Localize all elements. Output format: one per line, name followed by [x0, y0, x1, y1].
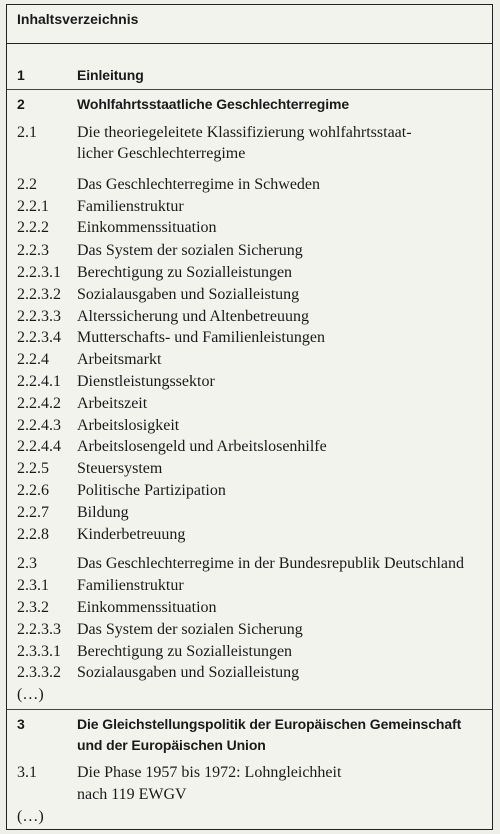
toc-entry-number: 2.2.6 — [17, 482, 49, 499]
toc-entry-number: (…) — [17, 808, 44, 825]
sep-before-ch3 — [7, 709, 492, 710]
toc-entry-title: Steuersystem — [77, 460, 163, 477]
toc-entry-title: Sozialausgaben und Sozialleistung — [77, 286, 300, 303]
toc-entry-number: 2.2.7 — [17, 504, 49, 521]
toc-entry-number: 2.3.3.2 — [17, 664, 61, 681]
toc-entry-number: 2.2.3.1 — [17, 264, 61, 281]
toc-entry-number: (…) — [17, 686, 44, 703]
toc-entry-title: Sozialausgaben und Sozialleistung — [77, 664, 300, 681]
toc-entry-number: 2.2.8 — [17, 526, 49, 543]
toc-entry-number: 2.2.4.2 — [17, 395, 61, 412]
toc-entry-title: Einkommenssituation — [77, 219, 217, 236]
toc-entry-title: licher Geschlechterregime — [77, 145, 246, 162]
toc-entry-title: Arbeitslosengeld und Arbeitslosenhilfe — [77, 438, 327, 455]
toc-entry-title: Die theoriegeleitete Klassifizierung wohlfahrtsstaat- — [77, 124, 412, 141]
toc-entry-title: Das Geschlechterregime in Schweden — [77, 176, 321, 193]
toc-entry-title: Familienstruktur — [77, 577, 184, 594]
toc-entry-title: Das System der sozialen Sicherung — [77, 621, 303, 638]
toc-entry-title: Berechtigung zu Sozialleistungen — [77, 264, 293, 281]
toc-entry-number: 2.3.1 — [17, 577, 49, 594]
toc-entry-title: Arbeitszeit — [77, 395, 148, 412]
toc-entry-title: Arbeitsmarkt — [77, 351, 162, 368]
toc-entry-title: Politische Partizipation — [77, 482, 226, 499]
toc-heading: Inhaltsverzeichnis — [17, 11, 139, 27]
toc-entry-number: 2.2.3.3 — [17, 308, 61, 325]
toc-entry-number: 2.3 — [17, 555, 37, 572]
toc-entry-number: 2.2.4.4 — [17, 438, 61, 455]
toc-entry-number: 2.2.3.3 — [17, 621, 61, 638]
toc-entry-title: Dienstleistungssektor — [77, 373, 215, 390]
toc-entry-title: Familienstruktur — [77, 198, 184, 215]
toc-entry-number: 2.2.3 — [17, 242, 49, 259]
toc-entry-title: Die Phase 1957 bis 1972: Lohngleichheit — [77, 764, 342, 781]
toc-entry-title: Einkommenssituation — [77, 599, 217, 616]
toc-entry-title: Einleitung — [77, 67, 144, 83]
toc-entry-title: Kinderbetreuung — [77, 526, 186, 543]
toc-entry-number: 2.3.2 — [17, 599, 49, 616]
toc-entry-number: 2.2.4 — [17, 351, 49, 368]
toc-entry-title: nach 119 EWGV — [77, 786, 187, 803]
toc-entry-number: 2.3.3.1 — [17, 643, 61, 660]
toc-entry-title: Das System der sozialen Sicherung — [77, 242, 303, 259]
toc-entry-number: 2.2.4.3 — [17, 417, 61, 434]
toc-entry-number: 2.1 — [17, 124, 37, 141]
toc-entry-title: Alterssicherung und Altenbetreuung — [77, 308, 309, 325]
toc-entry-title: Arbeitslosigkeit — [77, 417, 180, 434]
toc-entry-title: Mutterschafts- und Familienleistungen — [77, 329, 325, 346]
toc-entry-title: Berechtigung zu Sozialleistungen — [77, 643, 293, 660]
toc-entry-title: Die Gleichstellungspolitik der Europäischen Gemeinschaft — [77, 716, 462, 732]
toc-entry-title: Bildung — [77, 504, 129, 521]
toc-frame — [6, 4, 493, 830]
toc-entry-number: 2.2.3.2 — [17, 286, 61, 303]
toc-entry-number: 1 — [17, 67, 25, 83]
heading-divider — [7, 43, 492, 44]
toc-entry-number: 3.1 — [17, 764, 37, 781]
toc-entry-number: 2.2 — [17, 176, 37, 193]
toc-entry-number: 2 — [17, 96, 25, 112]
toc-entry-title: Wohlfahrtsstaatliche Geschlechterregime — [77, 96, 350, 112]
toc-entry-number: 2.2.2 — [17, 219, 49, 236]
toc-entry-title: Das Geschlechterregime in der Bundesrepublik Deutschland — [77, 555, 464, 572]
toc-entry-number: 3 — [17, 716, 25, 732]
toc-entry-number: 2.2.3.4 — [17, 329, 61, 346]
toc-entry-number: 2.2.1 — [17, 198, 49, 215]
toc-entry-title: und der Europäischen Union — [77, 737, 266, 753]
toc-entry-number: 2.2.4.1 — [17, 373, 61, 390]
sep-before-ch2 — [7, 89, 492, 90]
toc-entry-number: 2.2.5 — [17, 460, 49, 477]
